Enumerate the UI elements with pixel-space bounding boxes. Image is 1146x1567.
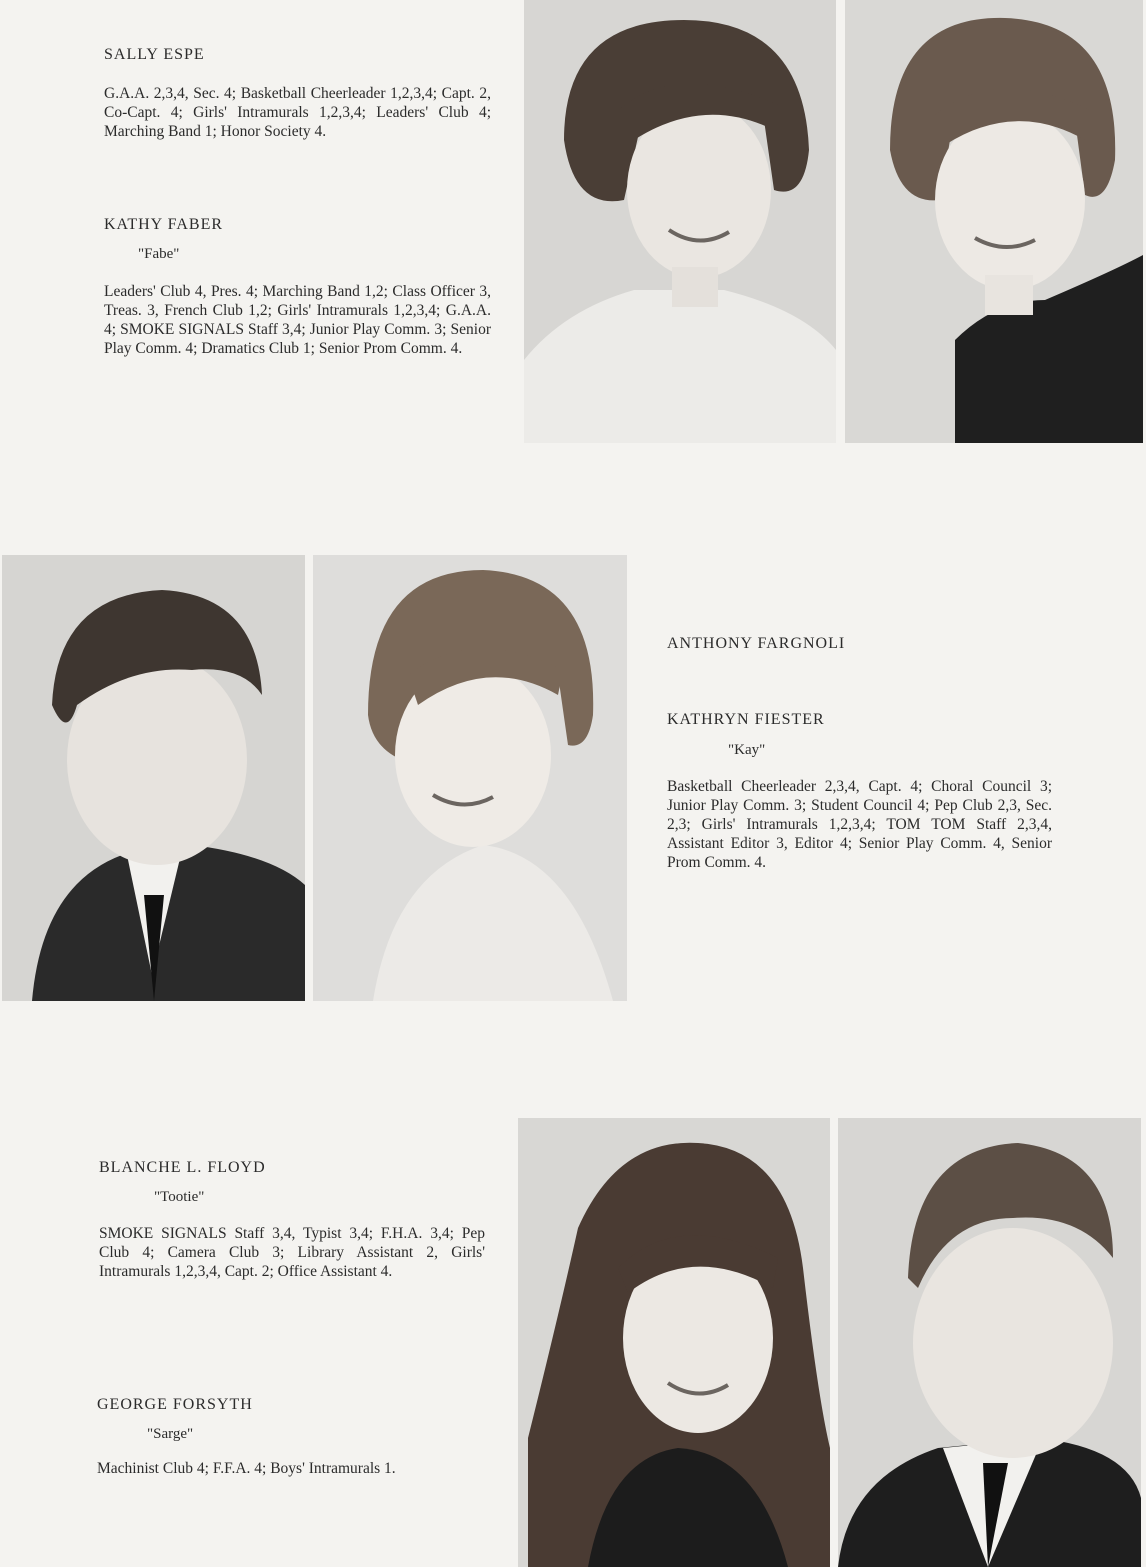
senior-nickname: "Fabe": [138, 246, 180, 262]
senior-entry-floyd: [99, 1158, 485, 1281]
senior-name: KATHRYN FIESTER: [667, 711, 825, 728]
senior-nickname: "Sarge": [147, 1426, 194, 1442]
senior-entry-forsyth: [97, 1395, 483, 1478]
senior-name: BLANCHE L. FLOYD: [99, 1159, 266, 1176]
senior-entry-faber: [104, 215, 491, 358]
senior-entry-espe: [104, 45, 491, 141]
senior-name: KATHY FABER: [104, 216, 224, 233]
senior-activities: Machinist Club 4; F.F.A. 4; Boys' Intramurals 1.: [97, 1460, 396, 1477]
portrait-photo-floyd: [518, 1118, 830, 1567]
senior-activities: G.A.A. 2,3,4, Sec. 4; Basketball Cheerleader 1,2,3,4; Capt. 2, Co-Capt. 4; Girls' Intramurals 1,2,3,4; Leaders' Club 4; Marching Band 1; Honor Society 4.: [104, 85, 491, 140]
senior-nickname: "Tootie": [154, 1189, 205, 1205]
portrait-photo-forsyth: [838, 1118, 1141, 1567]
senior-name: GEORGE FORSYTH: [97, 1396, 253, 1413]
senior-activities: Leaders' Club 4, Pres. 4; Marching Band 1,2; Class Officer 3, Treas. 3, French Club 1,2; Girls' Intramurals 1,2,3,4; G.A.A. 4; SMOKE SIGNALS Staff 3,4; Junior Play Comm. 3; Senior Play Comm. 4; Dramatics Club 1; Senior Prom Comm. 4.: [104, 283, 491, 357]
portrait-photo-fargnoli: [2, 555, 305, 1001]
senior-nickname: "Kay": [728, 742, 766, 758]
portrait-photo-faber: [845, 0, 1143, 443]
senior-entry-fargnoli: [667, 634, 1052, 654]
senior-name: ANTHONY FARGNOLI: [667, 635, 846, 652]
portrait-photo-espe: [524, 0, 836, 443]
senior-activities: Basketball Cheerleader 2,3,4, Capt. 4; Choral Council 3; Junior Play Comm. 3; Student Council 4; Pep Club 2,3, Sec. 2,3; Girls' Intramurals 1,2,3,4; TOM TOM Staff 2,3,4, Assistant Editor 3, Editor 4; Senior Play Comm. 4, Senior Prom Comm. 4.: [667, 778, 1052, 871]
senior-name: SALLY ESPE: [104, 46, 205, 63]
senior-entry-fiester: [667, 710, 1052, 872]
portrait-photo-fiester: [313, 555, 627, 1001]
senior-activities: SMOKE SIGNALS Staff 3,4, Typist 3,4; F.H.A. 3,4; Pep Club 4; Camera Club 3; Library Assistant 2, Girls' Intramurals 1,2,3,4, Capt. 2; Office Assistant 4.: [99, 1225, 485, 1280]
